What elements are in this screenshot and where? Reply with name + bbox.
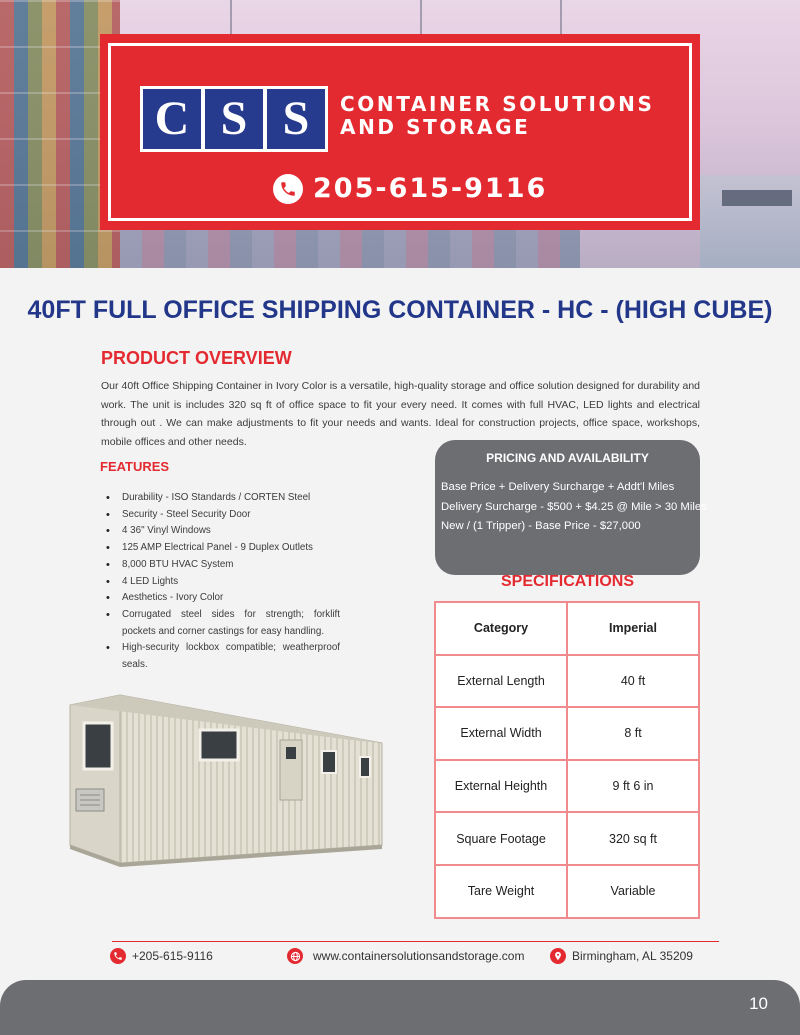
- feature-item: • Durability - ISO Standards / CORTEN Steel: [122, 490, 340, 507]
- spec-category: External Width: [435, 707, 567, 760]
- feature-item: • Security - Steel Security Door: [122, 507, 340, 524]
- brand-name-line1: CONTAINER SOLUTIONS: [340, 92, 655, 116]
- brand-phone-row: [273, 173, 547, 204]
- spec-category: Tare Weight: [435, 865, 567, 918]
- footer-location: [550, 948, 693, 964]
- spec-category: External Length: [435, 655, 567, 708]
- feature-item: • High-security lockbox compatible; weatherproof seals.: [122, 640, 340, 673]
- logo-letter: S: [205, 89, 263, 149]
- logo-letter: S: [267, 89, 325, 149]
- brand-name-line2: AND STORAGE: [340, 115, 531, 139]
- globe-icon: [287, 948, 303, 964]
- table-row: [435, 707, 699, 760]
- footer-phone-text: +205-615-9116: [132, 949, 213, 963]
- crane-cable: [230, 0, 232, 34]
- crane-cable: [420, 0, 422, 34]
- spec-value: Variable: [567, 865, 699, 918]
- page-title: 40FT FULL OFFICE SHIPPING CONTAINER - HC - (HIGH CUBE): [27, 296, 773, 324]
- spec-value: 9 ft 6 in: [567, 760, 699, 813]
- office-container-image: [60, 685, 390, 870]
- footer-location-text: Birmingham, AL 35209: [572, 949, 693, 963]
- harbor-photo: [700, 175, 800, 268]
- location-pin-icon: [550, 948, 566, 964]
- footer-bar: [0, 980, 800, 1035]
- phone-icon: [273, 174, 303, 204]
- specifications-heading: SPECIFICATIONS: [500, 573, 635, 590]
- table-row: [435, 865, 699, 918]
- table-row: [435, 760, 699, 813]
- column-header: Category: [435, 602, 567, 655]
- footer-phone: [110, 948, 213, 964]
- pricing-panel: [435, 440, 707, 575]
- feature-item: • 4 36" Vinyl Windows: [122, 523, 340, 540]
- footer-divider: [112, 941, 719, 942]
- cargo-ship-photo: [722, 190, 792, 206]
- spec-value: 40 ft: [567, 655, 699, 708]
- logo: [140, 86, 328, 152]
- spec-category: External Heighth: [435, 760, 567, 813]
- feature-item: • 4 LED Lights: [122, 574, 340, 591]
- table-row: [435, 655, 699, 708]
- pricing-line: New / (1 Tripper) - Base Price - $27,000: [441, 520, 641, 532]
- feature-item: • 8,000 BTU HVAC System: [122, 557, 340, 574]
- footer-website-link[interactable]: www.containersolutionsandstorage.com: [313, 949, 525, 963]
- pricing-line: Delivery Surcharge - $500 + $4.25 @ Mile > 30 Miles: [441, 500, 707, 513]
- brand-phone: 205-615-9116: [313, 173, 548, 204]
- overview-heading: PRODUCT OVERVIEW: [101, 348, 292, 368]
- features-list: [122, 490, 340, 674]
- pricing-lines: [441, 478, 707, 537]
- brand-banner: [100, 34, 700, 230]
- logo-letter: C: [143, 89, 201, 149]
- column-header: Imperial: [567, 602, 699, 655]
- crane-cable: [560, 0, 562, 34]
- spec-category: Square Footage: [435, 812, 567, 865]
- hero-banner: [0, 0, 800, 268]
- feature-item: • Aesthetics - Ivory Color: [122, 590, 340, 607]
- table-row: [435, 812, 699, 865]
- brand-name: [340, 93, 655, 139]
- overview-text: Our 40ft Office Shipping Container in Ivory Color is a versatile, high-quality storage and office solution designed for durability and work. The unit is includes 320 sq ft of office space to fit your every need. It comes with full HVAC, LED lights and electrical through out . We can make adjustments to fit your needs and wants. Ideal for construction projects, office space, workshops, mobile offices and other needs.: [101, 380, 700, 448]
- footer-website[interactable]: [287, 948, 524, 964]
- feature-item: • Corrugated steel sides for strength; forklift pockets and corner castings for easy handling.: [122, 607, 340, 640]
- pricing-heading: PRICING AND AVAILABILITY: [486, 451, 649, 465]
- spec-value: 320 sq ft: [567, 812, 699, 865]
- table-header-row: [435, 602, 699, 655]
- phone-icon: [110, 948, 126, 964]
- specifications-table: [434, 601, 700, 919]
- spec-value: 8 ft: [567, 707, 699, 760]
- pricing-line: Base Price + Delivery Surcharge + Addt'l Miles: [441, 481, 675, 493]
- page-number: 10: [749, 994, 768, 1013]
- features-heading: FEATURES: [100, 459, 170, 474]
- feature-item: • 125 AMP Electrical Panel - 9 Duplex Outlets: [122, 540, 340, 557]
